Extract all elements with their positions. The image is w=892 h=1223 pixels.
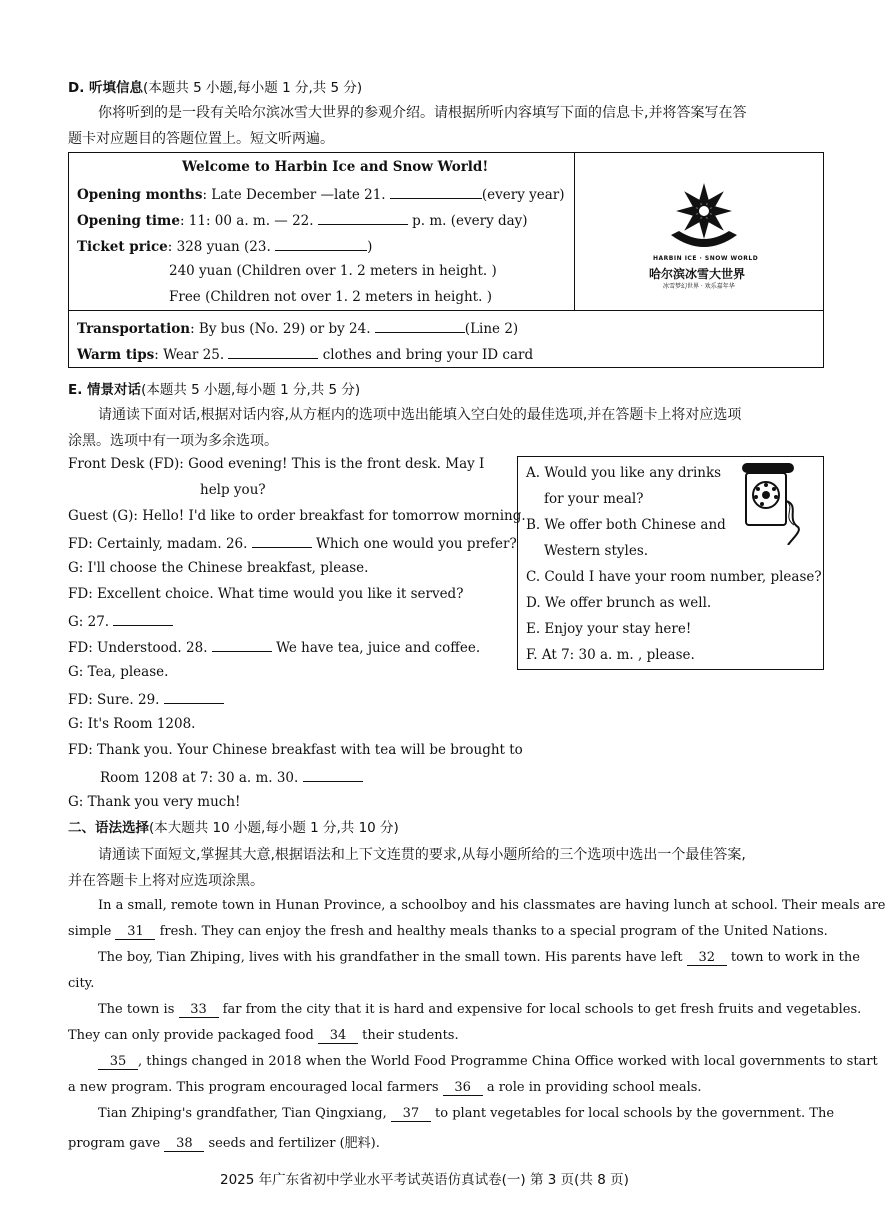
telephone-icon — [736, 461, 802, 545]
blank-35[interactable]: 35 — [98, 1054, 138, 1070]
passage-p2-line-1 — [98, 950, 860, 966]
passage-p3-line-2 — [68, 1028, 459, 1044]
dialogue-line-9-text: FD: Sure. 29. — [68, 692, 160, 708]
transportation-text: : By bus (No. 29) or by 24. — [190, 321, 371, 337]
info-card-divider-vertical — [574, 153, 575, 310]
dialogue-line-6 — [68, 612, 173, 630]
section-d-instruction-1: 你将听到的是一段有关哈尔滨冰雪大世界的参观介绍。请根据所听内容填写下面的信息卡,并将答案写在答 — [98, 105, 747, 121]
blank-22[interactable] — [318, 211, 408, 225]
option-a-line-1: A. Would you like any drinks — [526, 465, 722, 481]
dialogue-line-4: G: I'll choose the Chinese breakfast, please. — [68, 560, 369, 576]
info-row-transportation — [77, 319, 518, 337]
p5b-post: seeds and fertilizer (肥料). — [208, 1136, 380, 1151]
dialogue-line-3 — [68, 534, 517, 552]
option-c: C. Could I have your room number, please? — [526, 569, 822, 585]
section-e-note: (本题共 5 小题,每小题 1 分,共 5 分) — [141, 382, 361, 398]
passage-p5-line-1 — [98, 1106, 834, 1122]
option-f: F. At 7: 30 a. m. , please. — [526, 647, 695, 663]
dialogue-line-7b: We have tea, juice and coffee. — [276, 640, 481, 656]
page-footer: 2025 年广东省初中学业水平考试英语仿真试卷(一) 第 3 页(共 8 页) — [220, 1172, 629, 1188]
section-e-instruction-1: 请通读下面对话,根据对话内容,从方框内的选项中选出能填入空白处的最佳选项,并在答题卡上将对应选项 — [98, 407, 742, 423]
info-row-ticket-price — [77, 237, 372, 255]
transportation-label: Transportation — [77, 321, 191, 337]
dialogue-line-6-text: G: 27. — [68, 614, 110, 630]
dialogue-line-12: G: Thank you very much! — [68, 794, 241, 810]
p5b-pre: program gave — [68, 1136, 161, 1151]
opening-time-text: : 11: 00 a. m. — 22. — [179, 213, 314, 229]
p5-post: to plant vegetables for local schools by the government. The — [435, 1106, 835, 1121]
warm-tips-tail: clothes and bring your ID card — [322, 347, 534, 363]
p3b-post: their students. — [362, 1028, 459, 1043]
transportation-tail: (Line 2) — [464, 321, 519, 337]
passage-p4-line-1 — [98, 1054, 878, 1070]
dialogue-line-7 — [68, 638, 480, 656]
section-e-instruction-2: 涂黑。选项中有一项为多余选项。 — [68, 433, 278, 449]
p3-post: far from the city that it is hard and expensive for local schools to get fresh fruits and vegetables. — [222, 1002, 862, 1017]
opening-months-tail: (every year) — [481, 187, 565, 203]
p4b-pre: a new program. This program encouraged local farmers — [68, 1080, 439, 1095]
p2-post: town to work in the — [730, 950, 860, 965]
dialogue-line-10: G: It's Room 1208. — [68, 716, 196, 732]
dialogue-line-1b: help you? — [200, 482, 266, 498]
dialogue-line-8: G: Tea, please. — [68, 664, 169, 680]
info-card-divider-horizontal — [69, 310, 823, 311]
info-row-child-price: 240 yuan (Children over 1. 2 meters in height. ) — [169, 263, 497, 279]
blank-34[interactable]: 34 — [318, 1028, 358, 1044]
option-d: D. We offer brunch as well. — [526, 595, 712, 611]
harbin-logo — [649, 175, 759, 290]
dialogue-line-3a: FD: Certainly, madam. 26. — [68, 536, 248, 552]
section-d-note: (本题共 5 小题,每小题 1 分,共 5 分) — [143, 80, 363, 96]
p2-pre: The boy, Tian Zhiping, lives with his grandfather in the small town. His parents have left — [98, 950, 683, 965]
logo-cn-text: 哈尔滨冰雪大世界 — [649, 267, 746, 281]
warm-tips-text: : Wear 25. — [154, 347, 225, 363]
logo-ring-text: HARBIN ICE · SNOW WORLD — [653, 255, 759, 262]
blank-32[interactable]: 32 — [687, 950, 727, 966]
p1-pre: simple — [68, 924, 112, 939]
section-ii-note: (本大题共 10 小题,每小题 1 分,共 10 分) — [149, 820, 399, 836]
section-ii-instruction-2: 并在答题卡上将对应选项涂黑。 — [68, 873, 264, 889]
info-card-title: Welcome to Harbin Ice and Snow World! — [182, 159, 489, 175]
opening-months-text: : Late December —late 21. — [202, 187, 386, 203]
ticket-price-tail: ) — [367, 239, 373, 255]
option-b-line-1: B. We offer both Chinese and — [526, 517, 726, 533]
info-card — [68, 152, 824, 368]
passage-p2-line-2: city. — [68, 976, 95, 991]
dialogue-line-11b — [100, 768, 363, 786]
blank-27[interactable] — [113, 612, 173, 626]
blank-25[interactable] — [228, 345, 318, 359]
blank-23[interactable] — [275, 237, 367, 251]
p4-post: , things changed in 2018 when the World Food Programme China Office worked with local governments to start — [138, 1054, 878, 1069]
option-b-line-2: Western styles. — [544, 543, 649, 559]
dialogue-line-5: FD: Excellent choice. What time would you like it served? — [68, 586, 464, 602]
p1-post: fresh. They can enjoy the fresh and healthy meals thanks to a special program of the United Nations. — [159, 924, 828, 939]
blank-21[interactable] — [390, 185, 482, 199]
blank-26[interactable] — [252, 534, 312, 548]
dialogue-line-7a: FD: Understood. 28. — [68, 640, 208, 656]
section-e-heading — [68, 378, 360, 398]
blank-36[interactable]: 36 — [443, 1080, 483, 1096]
section-d-instruction-2: 题卡对应题目的答题位置上。短文听两遍。 — [68, 131, 334, 147]
section-e-title: E. 情景对话 — [68, 382, 142, 398]
section-ii-instruction-1: 请通读下面短文,掌握其大意,根据语法和上下文连贯的要求,从每小题所给的三个选项中选出一个最佳答案, — [98, 847, 746, 863]
passage-p1-line-2 — [68, 924, 828, 940]
ticket-price-label: Ticket price — [77, 239, 168, 255]
blank-37[interactable]: 37 — [391, 1106, 431, 1122]
opening-time-tail: p. m. (every day) — [412, 213, 528, 229]
blank-38[interactable]: 38 — [164, 1136, 204, 1152]
option-e: E. Enjoy your stay here! — [526, 621, 692, 637]
section-d-heading — [68, 76, 362, 96]
info-row-opening-time — [77, 211, 528, 229]
option-a-line-2: for your meal? — [544, 491, 644, 507]
passage-p5-line-2 — [68, 1132, 380, 1152]
info-row-warm-tips — [77, 345, 533, 363]
section-ii-heading — [68, 816, 399, 836]
blank-31[interactable]: 31 — [115, 924, 155, 940]
dialogue-line-9 — [68, 690, 224, 708]
dialogue-line-11b-text: Room 1208 at 7: 30 a. m. 30. — [100, 770, 299, 786]
dialogue-line-2: Guest (G): Hello! I'd like to order breakfast for tomorrow morning. — [68, 508, 526, 524]
dialogue-line-11: FD: Thank you. Your Chinese breakfast with tea will be brought to — [68, 742, 523, 758]
opening-time-label: Opening time — [77, 213, 180, 229]
blank-33[interactable]: 33 — [179, 1002, 219, 1018]
section-d-title: D. 听填信息 — [68, 80, 144, 96]
blank-30[interactable] — [303, 768, 363, 782]
logo-small-text: 冰雪梦幻世界 · 欢乐嘉年华 — [663, 283, 735, 290]
passage-p3-line-1 — [98, 1002, 861, 1018]
ticket-price-text: : 328 yuan (23. — [167, 239, 271, 255]
dialogue-line-1: Front Desk (FD): Good evening! This is the front desk. May I — [68, 456, 485, 472]
section-ii-title: 二、语法选择 — [68, 820, 149, 836]
options-box — [517, 456, 824, 670]
snowflake-logo-icon — [649, 175, 759, 259]
blank-24[interactable] — [375, 319, 465, 333]
info-row-opening-months — [77, 185, 565, 203]
p3b-pre: They can only provide packaged food — [68, 1028, 314, 1043]
warm-tips-label: Warm tips — [77, 347, 155, 363]
info-row-free-price: Free (Children not over 1. 2 meters in height. ) — [169, 289, 492, 305]
passage-p1-line-1: In a small, remote town in Hunan Province, a schoolboy and his classmates are having lunch at school. Their meals are — [98, 898, 886, 913]
blank-29[interactable] — [164, 690, 224, 704]
p5-pre: Tian Zhiping's grandfather, Tian Qingxiang, — [98, 1106, 387, 1121]
blank-28[interactable] — [212, 638, 272, 652]
p3-pre: The town is — [98, 1002, 175, 1017]
passage-p4-line-2 — [68, 1080, 702, 1096]
p4b-post: a role in providing school meals. — [486, 1080, 702, 1095]
dialogue-line-3b: Which one would you prefer? — [316, 536, 517, 552]
opening-months-label: Opening months — [77, 187, 203, 203]
